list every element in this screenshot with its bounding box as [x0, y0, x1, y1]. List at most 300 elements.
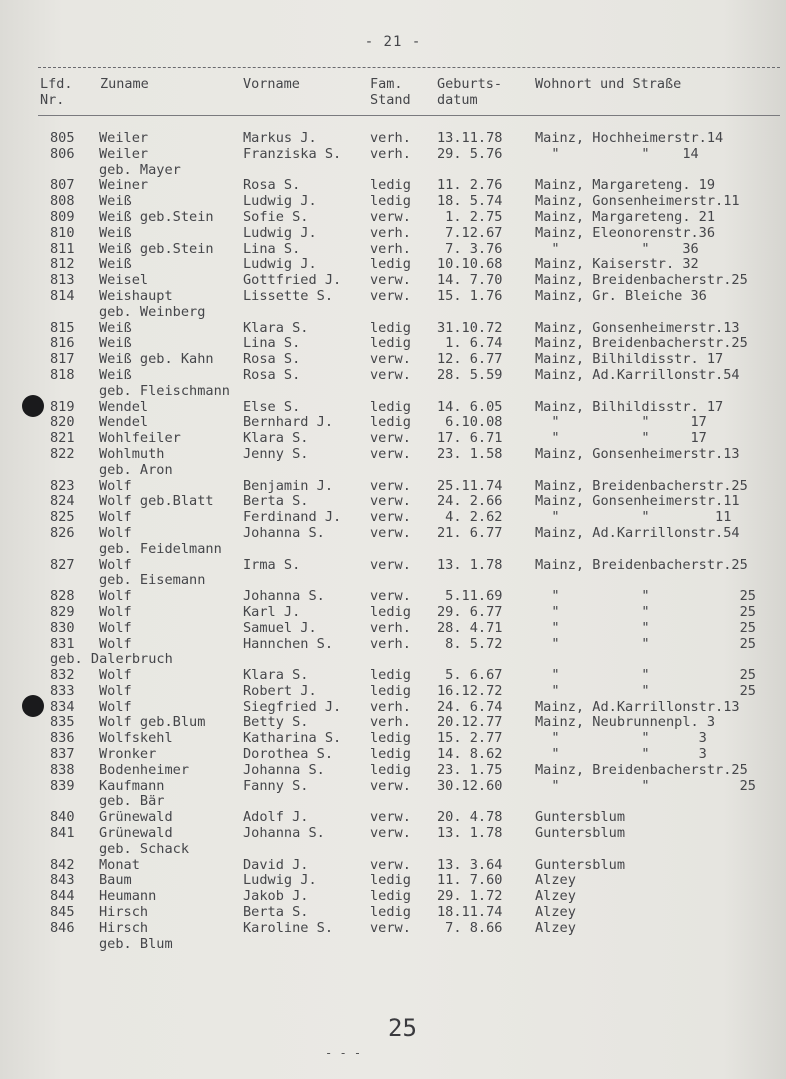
cell-vorname: Johanna S. [243, 588, 325, 605]
cell-nr: 823 [50, 477, 75, 494]
birth-name: geb. Aron [99, 461, 173, 478]
header-fam-bottom: Stand [370, 92, 411, 108]
cell-geburtsdatum: 1. 6.74 [437, 335, 503, 352]
cell-fam-stand: verw. [370, 856, 411, 873]
cell-nr: 816 [50, 335, 75, 352]
cell-wohnort: Mainz, Breidenbacherstr.25 [535, 477, 748, 494]
cell-zuname: Hirsch [99, 904, 149, 921]
cell-geburtsdatum: 21. 6.77 [437, 524, 503, 541]
table-row [0, 131, 786, 147]
table-row [0, 447, 786, 463]
cell-vorname: Ferdinand J. [243, 509, 342, 526]
cell-zuname: Weiß [99, 319, 132, 336]
header-rule-bottom [38, 115, 780, 116]
cell-wohnort: " " 25 [535, 777, 756, 794]
table-row [0, 321, 786, 337]
cell-wohnort: " " 25 [535, 635, 756, 652]
table-row [0, 700, 786, 716]
cell-nr: 843 [50, 872, 75, 889]
cell-wohnort: Mainz, Hochheimerstr.14 [535, 130, 724, 146]
table-row [0, 147, 786, 163]
table-row-birthname [0, 542, 786, 558]
cell-zuname: Weiß [99, 256, 132, 273]
cell-vorname: Ludwig J. [243, 872, 317, 889]
birth-name: geb. Blum [99, 935, 173, 952]
cell-fam-stand: verh. [370, 130, 411, 146]
header-geb-top: Geburts- [437, 76, 503, 92]
cell-nr: 817 [50, 351, 75, 368]
cell-nr: 814 [50, 287, 75, 304]
cell-fam-stand: ledig [370, 730, 411, 747]
cell-wohnort: Mainz, Gonsenheimerstr.11 [535, 193, 740, 210]
cell-wohnort: Mainz, Bilhildisstr. 17 [535, 398, 724, 415]
cell-fam-stand: verw. [370, 524, 411, 541]
cell-zuname: Weiß [99, 335, 132, 352]
table-row [0, 889, 786, 905]
birth-name: geb. Bär [99, 793, 165, 810]
table-row [0, 336, 786, 352]
punch-hole-lower [22, 695, 44, 717]
cell-zuname: Wronker [99, 746, 157, 763]
header-rule-top [38, 67, 780, 68]
cell-wohnort: " " 25 [535, 682, 756, 699]
table-row [0, 668, 786, 684]
table-row [0, 731, 786, 747]
cell-vorname: Bernhard J. [243, 414, 334, 431]
table-row-birthname [0, 652, 786, 668]
footer-number: 25 [388, 1014, 417, 1042]
table-row [0, 273, 786, 289]
cell-vorname: David J. [243, 856, 309, 873]
cell-fam-stand: verh. [370, 635, 411, 652]
table-row-birthname [0, 384, 786, 400]
cell-nr: 841 [50, 825, 75, 842]
cell-zuname: Wolf [99, 509, 132, 526]
cell-geburtsdatum: 18.11.74 [437, 904, 503, 921]
cell-nr: 807 [50, 177, 75, 194]
table-row [0, 637, 786, 653]
cell-zuname: Wolf [99, 698, 132, 715]
cell-zuname: Weiner [99, 177, 149, 194]
cell-wohnort: Mainz, Margareteng. 21 [535, 208, 716, 225]
cell-vorname: Robert J. [243, 682, 317, 699]
cell-vorname: Klara S. [243, 430, 309, 447]
cell-vorname: Klara S. [243, 319, 309, 336]
cell-geburtsdatum: 7.12.67 [437, 224, 503, 241]
cell-vorname: Else S. [243, 398, 301, 415]
cell-fam-stand: ledig [370, 888, 411, 905]
table-row [0, 210, 786, 226]
cell-vorname: Ludwig J. [243, 224, 317, 241]
cell-wohnort: Mainz, Breidenbacherstr.25 [535, 761, 748, 778]
cell-geburtsdatum: 14. 8.62 [437, 746, 503, 763]
cell-geburtsdatum: 11. 7.60 [437, 872, 503, 889]
cell-geburtsdatum: 23. 1.58 [437, 445, 503, 462]
table-row [0, 368, 786, 384]
cell-nr: 833 [50, 682, 75, 699]
table-row [0, 558, 786, 574]
cell-fam-stand: verh. [370, 240, 411, 257]
table-row [0, 242, 786, 258]
cell-geburtsdatum: 18. 5.74 [437, 193, 503, 210]
cell-fam-stand: ledig [370, 761, 411, 778]
birth-name: geb. Schack [99, 840, 190, 857]
cell-fam-stand: verh. [370, 145, 411, 162]
header-wohnort: Wohnort und Straße [535, 76, 682, 92]
table-row [0, 494, 786, 510]
cell-nr: 838 [50, 761, 75, 778]
cell-vorname: Samuel J. [243, 619, 317, 636]
table-row [0, 257, 786, 273]
cell-vorname: Johanna S. [243, 761, 325, 778]
cell-wohnort: Guntersblum [535, 856, 626, 873]
cell-zuname: Wolf [99, 619, 132, 636]
cell-wohnort: Mainz, Breidenbacherstr.25 [535, 556, 748, 573]
cell-wohnort: " " 25 [535, 588, 756, 605]
table-row [0, 226, 786, 242]
cell-wohnort: Mainz, Breidenbacherstr.25 [535, 335, 748, 352]
cell-fam-stand: ledig [370, 603, 411, 620]
cell-geburtsdatum: 10.10.68 [437, 256, 503, 273]
header-vorname: Vorname [243, 76, 300, 92]
cell-geburtsdatum: 23. 1.75 [437, 761, 503, 778]
cell-vorname: Sofie S. [243, 208, 309, 225]
cell-zuname: Wolf [99, 477, 132, 494]
cell-geburtsdatum: 8. 5.72 [437, 635, 503, 652]
table-row [0, 589, 786, 605]
cell-fam-stand: ledig [370, 746, 411, 763]
cell-zuname: Wolf [99, 603, 132, 620]
cell-geburtsdatum: 12. 6.77 [437, 351, 503, 368]
cell-vorname: Hannchen S. [243, 635, 334, 652]
cell-fam-stand: verw. [370, 588, 411, 605]
table-row [0, 810, 786, 826]
cell-geburtsdatum: 5. 6.67 [437, 667, 503, 684]
cell-vorname: Rosa S. [243, 177, 301, 194]
table-row [0, 526, 786, 542]
table-row-birthname [0, 842, 786, 858]
cell-geburtsdatum: 20.12.77 [437, 714, 503, 731]
cell-zuname: Wolf [99, 635, 132, 652]
table-row-birthname [0, 463, 786, 479]
cell-fam-stand: ledig [370, 319, 411, 336]
cell-wohnort: Mainz, Gonsenheimerstr.13 [535, 319, 740, 336]
cell-geburtsdatum: 25.11.74 [437, 477, 503, 494]
table-row [0, 826, 786, 842]
cell-zuname: Monat [99, 856, 140, 873]
cell-geburtsdatum: 13.11.78 [437, 130, 503, 146]
cell-wohnort: Guntersblum [535, 809, 626, 826]
cell-nr: 834 [50, 698, 75, 715]
cell-wohnort: Mainz, Gonsenheimerstr.11 [535, 493, 740, 510]
cell-geburtsdatum: 29. 6.77 [437, 603, 503, 620]
cell-vorname: Karoline S. [243, 919, 334, 936]
cell-wohnort: " " 17 [535, 430, 707, 447]
cell-fam-stand: verh. [370, 619, 411, 636]
cell-geburtsdatum: 5.11.69 [437, 588, 503, 605]
birth-name: geb. Eisemann [99, 572, 206, 589]
cell-zuname: Wolf [99, 667, 132, 684]
cell-geburtsdatum: 29. 1.72 [437, 888, 503, 905]
cell-nr: 819 [50, 398, 75, 415]
cell-zuname: Weiß geb.Stein [99, 240, 214, 257]
cell-vorname: Siegfried J. [243, 698, 342, 715]
cell-fam-stand: verw. [370, 777, 411, 794]
cell-nr: 805 [50, 130, 75, 146]
table-row [0, 194, 786, 210]
cell-fam-stand: ledig [370, 256, 411, 273]
table-row [0, 605, 786, 621]
cell-vorname: Gottfried J. [243, 272, 342, 289]
cell-fam-stand: ledig [370, 904, 411, 921]
cell-fam-stand: verw. [370, 272, 411, 289]
punch-hole-upper [22, 395, 44, 417]
cell-vorname: Lissette S. [243, 287, 334, 304]
cell-wohnort: Mainz, Ad.Karrillonstr.54 [535, 366, 740, 383]
cell-vorname: Benjamin J. [243, 477, 334, 494]
cell-fam-stand: verw. [370, 509, 411, 526]
cell-nr: 822 [50, 445, 75, 462]
cell-vorname: Katharina S. [243, 730, 342, 747]
cell-nr: 818 [50, 366, 75, 383]
cell-fam-stand: ledig [370, 398, 411, 415]
cell-zuname: Wolf geb.Blatt [99, 493, 214, 510]
cell-zuname: Weiß geb.Stein [99, 208, 214, 225]
cell-nr: 812 [50, 256, 75, 273]
cell-nr: 815 [50, 319, 75, 336]
cell-geburtsdatum: 7. 8.66 [437, 919, 503, 936]
cell-nr: 835 [50, 714, 75, 731]
cell-nr: 837 [50, 746, 75, 763]
table-row [0, 289, 786, 305]
cell-zuname: Wolf [99, 524, 132, 541]
cell-geburtsdatum: 16.12.72 [437, 682, 503, 699]
cell-zuname: Weiß [99, 366, 132, 383]
cell-nr: 840 [50, 809, 75, 826]
cell-fam-stand: verw. [370, 493, 411, 510]
birth-name: geb. Weinberg [99, 303, 206, 320]
birth-name: geb. Mayer [99, 161, 181, 178]
table-row [0, 684, 786, 700]
page-number: - 21 - [364, 34, 422, 50]
cell-geburtsdatum: 14. 7.70 [437, 272, 503, 289]
cell-nr: 809 [50, 208, 75, 225]
cell-nr: 810 [50, 224, 75, 241]
cell-wohnort: Mainz, Margareteng. 19 [535, 177, 716, 194]
cell-zuname: Wolf [99, 682, 132, 699]
table-row [0, 858, 786, 874]
cell-vorname: Jakob J. [243, 888, 309, 905]
table-row-birthname [0, 937, 786, 953]
cell-zuname: Wendel [99, 414, 149, 431]
cell-fam-stand: verh. [370, 224, 411, 241]
cell-geburtsdatum: 29. 5.76 [437, 145, 503, 162]
table-row [0, 905, 786, 921]
cell-zuname: Wohlfeiler [99, 430, 181, 447]
cell-wohnort: " " 17 [535, 414, 707, 431]
table-row [0, 763, 786, 779]
cell-wohnort: Mainz, Ad.Karrillonstr.13 [535, 698, 740, 715]
cell-wohnort: Mainz, Ad.Karrillonstr.54 [535, 524, 740, 541]
cell-fam-stand: verw. [370, 556, 411, 573]
cell-geburtsdatum: 15. 2.77 [437, 730, 503, 747]
cell-vorname: Betty S. [243, 714, 309, 731]
cell-vorname: Fanny S. [243, 777, 309, 794]
cell-vorname: Rosa S. [243, 366, 301, 383]
cell-fam-stand: verw. [370, 366, 411, 383]
cell-wohnort: Mainz, Gonsenheimerstr.13 [535, 445, 740, 462]
cell-geburtsdatum: 20. 4.78 [437, 809, 503, 826]
cell-vorname: Adolf J. [243, 809, 309, 826]
cell-fam-stand: verh. [370, 714, 411, 731]
cell-vorname: Klara S. [243, 667, 309, 684]
cell-vorname: Jenny S. [243, 445, 309, 462]
cell-nr: 830 [50, 619, 75, 636]
cell-zuname: Wohlmuth [99, 445, 165, 462]
table-row [0, 510, 786, 526]
cell-fam-stand: ledig [370, 177, 411, 194]
cell-wohnort: Guntersblum [535, 825, 626, 842]
footer-mark: - - - [325, 1046, 362, 1060]
cell-fam-stand: verw. [370, 477, 411, 494]
cell-vorname: Ludwig J. [243, 256, 317, 273]
cell-wohnort: " " 3 [535, 746, 707, 763]
table-row-birthname [0, 794, 786, 810]
header-geb-bottom: datum [437, 92, 478, 108]
cell-geburtsdatum: 24. 6.74 [437, 698, 503, 715]
cell-fam-stand: verw. [370, 919, 411, 936]
cell-wohnort: " " 36 [535, 240, 699, 257]
table-row [0, 415, 786, 431]
cell-fam-stand: verw. [370, 809, 411, 826]
cell-nr: 828 [50, 588, 75, 605]
cell-zuname: Weiß geb. Kahn [99, 351, 214, 368]
cell-geburtsdatum: 13. 3.64 [437, 856, 503, 873]
header-zuname: Zuname [100, 76, 149, 92]
cell-nr: 806 [50, 145, 75, 162]
cell-geburtsdatum: 7. 3.76 [437, 240, 503, 257]
table-row-birthname [0, 573, 786, 589]
cell-wohnort: " " 14 [535, 145, 699, 162]
cell-fam-stand: verw. [370, 825, 411, 842]
cell-vorname: Ludwig J. [243, 193, 317, 210]
cell-nr: 842 [50, 856, 75, 873]
cell-wohnort: Mainz, Eleonorenstr.36 [535, 224, 716, 241]
cell-zuname: Weiß [99, 193, 132, 210]
cell-wohnort: " " 25 [535, 619, 756, 636]
cell-wohnort: Alzey [535, 888, 576, 905]
cell-vorname: Lina S. [243, 335, 301, 352]
cell-zuname: Wolf geb.Blum [99, 714, 206, 731]
cell-zuname: Wolf [99, 556, 132, 573]
table-row [0, 921, 786, 937]
table-row [0, 715, 786, 731]
table-row [0, 400, 786, 416]
cell-zuname: Hirsch [99, 919, 149, 936]
cell-fam-stand: ledig [370, 667, 411, 684]
cell-zuname: Wolfskehl [99, 730, 173, 747]
cell-nr: 839 [50, 777, 75, 794]
cell-vorname: Karl J. [243, 603, 301, 620]
cell-wohnort: Mainz, Gr. Bleiche 36 [535, 287, 707, 304]
cell-vorname: Johanna S. [243, 524, 325, 541]
cell-geburtsdatum: 15. 1.76 [437, 287, 503, 304]
cell-nr: 836 [50, 730, 75, 747]
cell-wohnort: Mainz, Neubrunnenpl. 3 [535, 714, 716, 731]
cell-wohnort: " " 3 [535, 730, 707, 747]
cell-nr: 808 [50, 193, 75, 210]
cell-vorname: Johanna S. [243, 825, 325, 842]
cell-geburtsdatum: 24. 2.66 [437, 493, 503, 510]
birth-name: geb. Feidelmann [99, 540, 222, 557]
cell-geburtsdatum: 28. 4.71 [437, 619, 503, 636]
cell-nr: 811 [50, 240, 75, 257]
cell-geburtsdatum: 4. 2.62 [437, 509, 503, 526]
cell-vorname: Markus J. [243, 130, 317, 146]
cell-geburtsdatum: 6.10.08 [437, 414, 503, 431]
cell-nr: 821 [50, 430, 75, 447]
table-row [0, 621, 786, 637]
cell-nr: 846 [50, 919, 75, 936]
cell-nr: 845 [50, 904, 75, 921]
cell-zuname: Kaufmann [99, 777, 165, 794]
cell-zuname: Weiß [99, 224, 132, 241]
table-row [0, 431, 786, 447]
cell-vorname: Dorothea S. [243, 746, 334, 763]
cell-vorname: Rosa S. [243, 351, 301, 368]
cell-wohnort: Mainz, Kaiserstr. 32 [535, 256, 699, 273]
cell-nr: 829 [50, 603, 75, 620]
cell-zuname: Wendel [99, 398, 149, 415]
cell-nr: 827 [50, 556, 75, 573]
table-row-birthname [0, 305, 786, 321]
cell-geburtsdatum: 1. 2.75 [437, 208, 503, 225]
cell-zuname: Grünewald [99, 809, 173, 826]
cell-nr: 831 [50, 635, 75, 652]
cell-geburtsdatum: 31.10.72 [437, 319, 503, 336]
cell-wohnort: " " 25 [535, 603, 756, 620]
cell-nr: 820 [50, 414, 75, 431]
cell-zuname: Heumann [99, 888, 157, 905]
header-nr-top: Lfd. [40, 76, 73, 92]
cell-fam-stand: verw. [370, 430, 411, 447]
table-row [0, 352, 786, 368]
cell-zuname: Grünewald [99, 825, 173, 842]
cell-vorname: Berta S. [243, 904, 309, 921]
cell-geburtsdatum: 17. 6.71 [437, 430, 503, 447]
table-row [0, 779, 786, 795]
cell-zuname: Weishaupt [99, 287, 173, 304]
cell-nr: 825 [50, 509, 75, 526]
cell-wohnort: Alzey [535, 919, 576, 936]
cell-zuname: Wolf [99, 588, 132, 605]
cell-geburtsdatum: 11. 2.76 [437, 177, 503, 194]
cell-geburtsdatum: 14. 6.05 [437, 398, 503, 415]
cell-vorname: Lina S. [243, 240, 301, 257]
cell-wohnort: Mainz, Breidenbacherstr.25 [535, 272, 748, 289]
cell-wohnort: " " 25 [535, 667, 756, 684]
cell-geburtsdatum: 30.12.60 [437, 777, 503, 794]
header-fam-top: Fam. [370, 76, 403, 92]
cell-nr: 813 [50, 272, 75, 289]
cell-wohnort: Alzey [535, 904, 576, 921]
cell-fam-stand: ledig [370, 193, 411, 210]
birth-name: geb. Fleischmann [99, 382, 230, 399]
cell-fam-stand: ledig [370, 682, 411, 699]
cell-wohnort: " " 11 [535, 509, 732, 526]
cell-nr: 826 [50, 524, 75, 541]
cell-geburtsdatum: 13. 1.78 [437, 825, 503, 842]
